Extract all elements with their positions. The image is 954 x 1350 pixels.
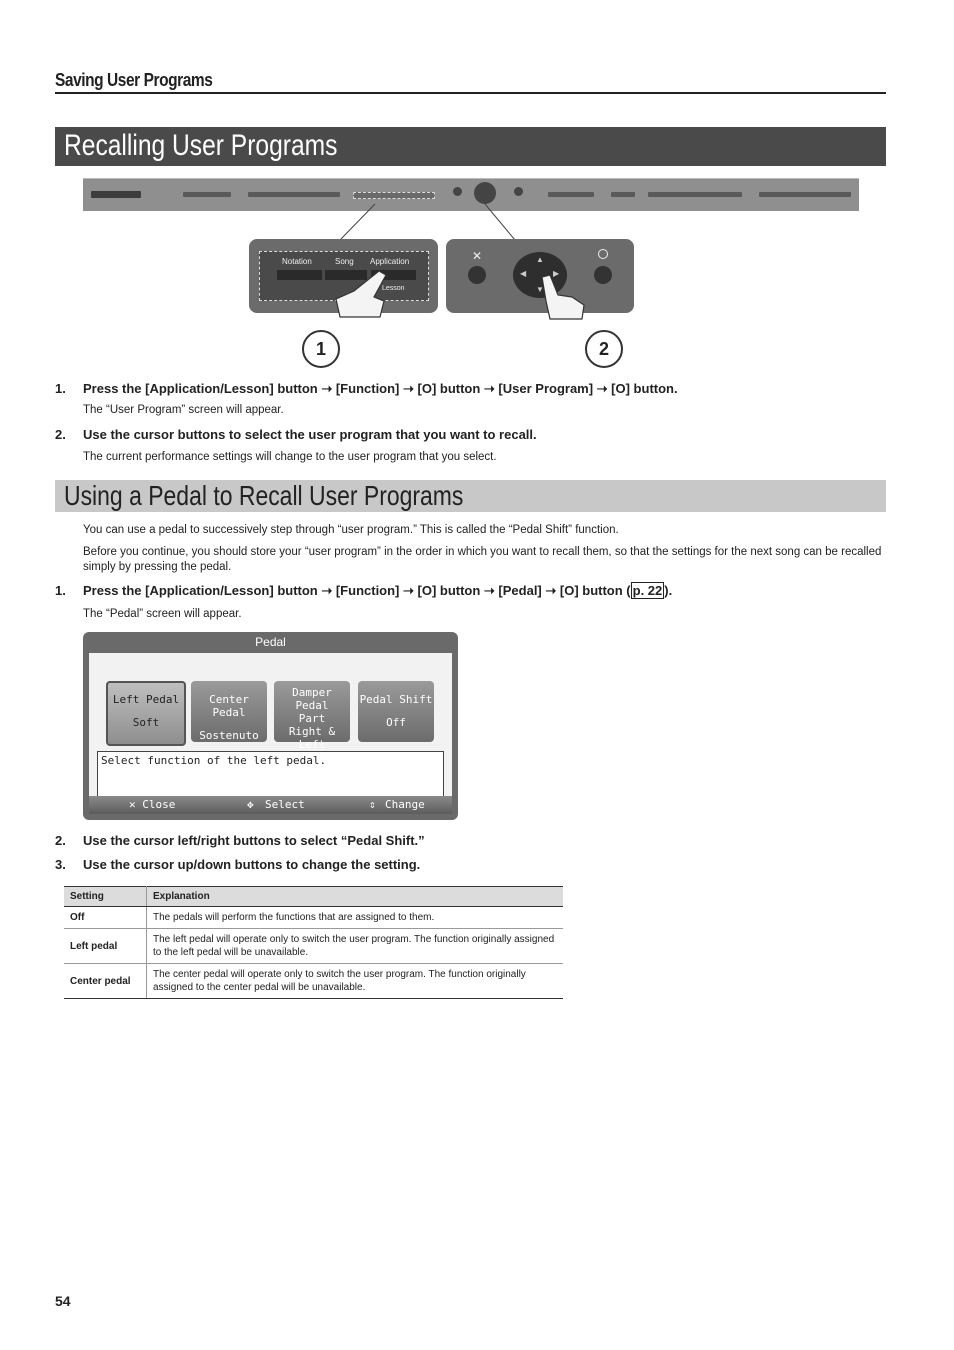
setting-cell: Left pedal [64,929,147,964]
explanation-cell: The pedals will perform the functions that are assigned to them. [147,907,564,929]
function-description: Select function of the left pedal. [97,751,444,809]
button-label: Damper Pedal [292,686,332,712]
page-reference-link[interactable]: p. 22 [632,583,663,598]
application-buttons-callout [249,239,438,313]
step-number: 1. [55,381,66,396]
explanation-cell: The center pedal will operate only to switch the user program. The function originally assigned to the center pedal will be unavailable. [147,964,564,999]
label-notation: Notation [282,257,312,266]
cursor-buttons-callout [446,239,634,313]
circle-mark-icon [598,249,608,259]
x-mark-icon: ✕ [472,249,483,263]
table-row [64,929,563,964]
pedal-screen [83,632,458,820]
step-text: Use the cursor buttons to select the user program that you want to recall. [83,427,537,442]
step-note: The “User Program” screen will appear. [83,404,284,416]
step-number: 2. [55,833,66,848]
step-number: 3. [55,857,66,872]
step-text: Use the cursor left/right buttons to select “Pedal Shift.” [83,833,425,848]
screen-body [89,653,452,814]
table-header: Explanation [147,887,564,907]
explanation-cell: The left pedal will operate only to switch the user program. The function originally assigned to the left pedal will be unavailable. [147,929,564,964]
step-text-main: Press the [Application/Lesson] button ➝ [Function] ➝ [O] button ➝ [Pedal] ➝ [O] button ( [83,583,631,598]
section-heading-recalling [55,127,886,166]
step-text [83,583,672,599]
change-button[interactable]: Change [385,798,425,811]
pedal-shift-settings-table [64,886,563,999]
table-row [64,907,563,929]
intro-paragraph: Before you continue, you should store your “user program” in the order in which you want to recall them, so that the settings for the next song can be recalled simply by pressing the pedal. [83,546,882,573]
label-application: Application [370,257,410,266]
setting-cell: Center pedal [64,964,147,999]
exit-button-icon [468,266,486,284]
step-number: 1. [55,583,66,598]
pointing-hand-icon-2 [538,275,598,320]
screen-title: Pedal [255,635,286,649]
close-button[interactable]: ✕ Close [129,798,176,811]
step-note: The “Pedal” screen will appear. [83,608,242,620]
left-pedal-button[interactable] [106,681,186,746]
button-value: Off [386,716,406,729]
button-value: Sostenuto [199,729,259,742]
button-value: Right & Left [288,725,336,751]
step-note: The current performance settings will change to the user program that you select. [83,451,497,463]
header-rule [55,92,886,94]
center-pedal-button[interactable] [191,681,267,742]
step-text-end: ). [664,583,673,598]
section-title: Recalling User Programs [64,129,338,162]
pedal-shift-button[interactable] [358,681,434,742]
running-head: Saving User Programs [55,70,213,90]
screen-footer [89,796,452,814]
section-heading-pedal [55,480,886,512]
page-number: 54 [55,1293,71,1309]
step-text: Use the cursor up/down buttons to change the setting. [83,857,421,872]
section-title: Using a Pedal to Recall User Programs [64,480,464,511]
button-label: Pedal Shift [359,693,433,706]
label-lesson: Lesson [382,285,405,292]
select-button[interactable]: Select [265,798,305,811]
callout-number-1: 1 [302,330,340,368]
table-header: Setting [64,887,147,907]
button-value: Soft [132,716,160,729]
button-label: Center Pedal [209,693,249,719]
damper-pedal-button[interactable] [274,681,350,751]
step-number: 2. [55,427,66,442]
cursor-pad-icon: ▲ ▼ ◀ ▶ [513,252,567,298]
select-cursor-icon: ✥ [247,798,254,811]
table-row [64,964,563,999]
button-label: Left Pedal [112,693,180,706]
step-text: Press the [Application/Lesson] button ➝ [Function] ➝ [O] button ➝ [User Program] ➝ [O] button. [83,381,678,396]
button-label-part: Part [298,712,326,725]
label-song: Song [335,257,354,266]
change-cursor-icon: ⇕ [369,798,376,811]
callout-number-2: 2 [585,330,623,368]
setting-cell: Off [64,907,147,929]
pointing-hand-icon [334,269,394,319]
intro-paragraph: You can use a pedal to successively step through “user program.” This is called the “Pedal Shift” function. [83,524,619,536]
